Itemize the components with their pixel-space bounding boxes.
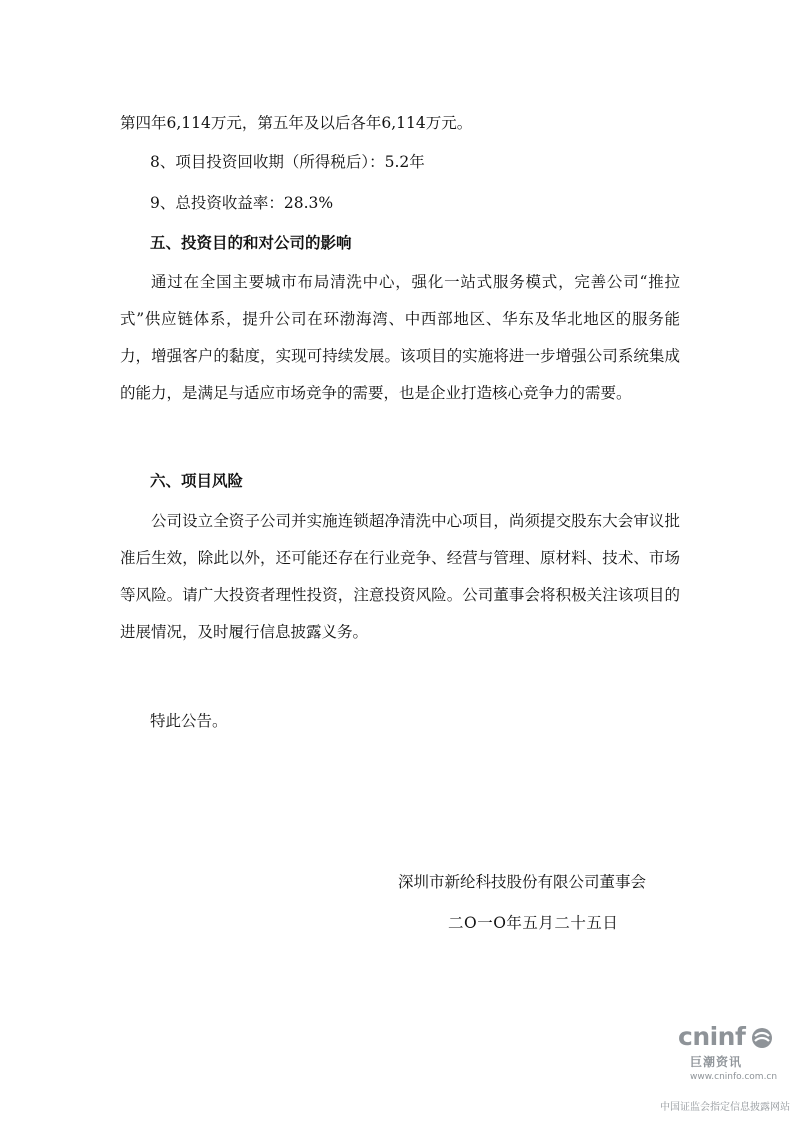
list-item-return-rate: 9、总投资收益率：28.3% xyxy=(150,194,334,212)
section-heading-project-risk: 六、项目风险 xyxy=(150,471,244,490)
signature-date: 二O一O年五月二十五日 xyxy=(448,914,619,932)
list-item-payback-period: 8、项目投资回收期（所得税后）：5.2年 xyxy=(150,153,425,171)
closing-statement: 特此公告。 xyxy=(150,712,228,730)
signature-board: 深圳市新纶科技股份有限公司董事会 xyxy=(398,873,647,891)
paragraph-investment-purpose: 通过在全国主要城市布局清洗中心，强化一站式服务模式，完善公司“推拉式”供应链体系，提升公司在环渤海湾、中西部地区、华东及华北地区的服务能力，增强客户的黏度，实现可持续发展。该项目的实施将进一步增强公司系统集成的能力，是满足与适应市场竞争的需要，也是企业打造核心竞争力的需要。 xyxy=(120,273,680,402)
cninfo-logo-icon xyxy=(748,1026,776,1050)
watermark-brand-cn: 巨潮资讯 xyxy=(690,1055,743,1069)
text-line-continuation: 第四年6,114万元，第五年及以后各年6,114万元。 xyxy=(120,114,473,132)
paragraph-project-risk: 公司设立全资子公司并实施连锁超净清洗中心项目，尚须提交股东大会审议批准后生效，除此以外，还可能还存在行业竞争、经营与管理、原材料、技术、市场等风险。请广大投资者理性投资，注意投资风险。公司董事会将积极关注该项目的进展情况，及时履行信息披露义务。 xyxy=(120,512,680,641)
section-heading-investment-purpose: 五、投资目的和对公司的影响 xyxy=(150,233,352,252)
watermark-site: 中国证监会指定信息披露网站 xyxy=(660,1102,790,1113)
cninfo-watermark xyxy=(660,1022,790,1117)
watermark-url: www.cninfo.com.cn xyxy=(690,1072,778,1082)
watermark-brand: cninf xyxy=(678,1022,746,1051)
